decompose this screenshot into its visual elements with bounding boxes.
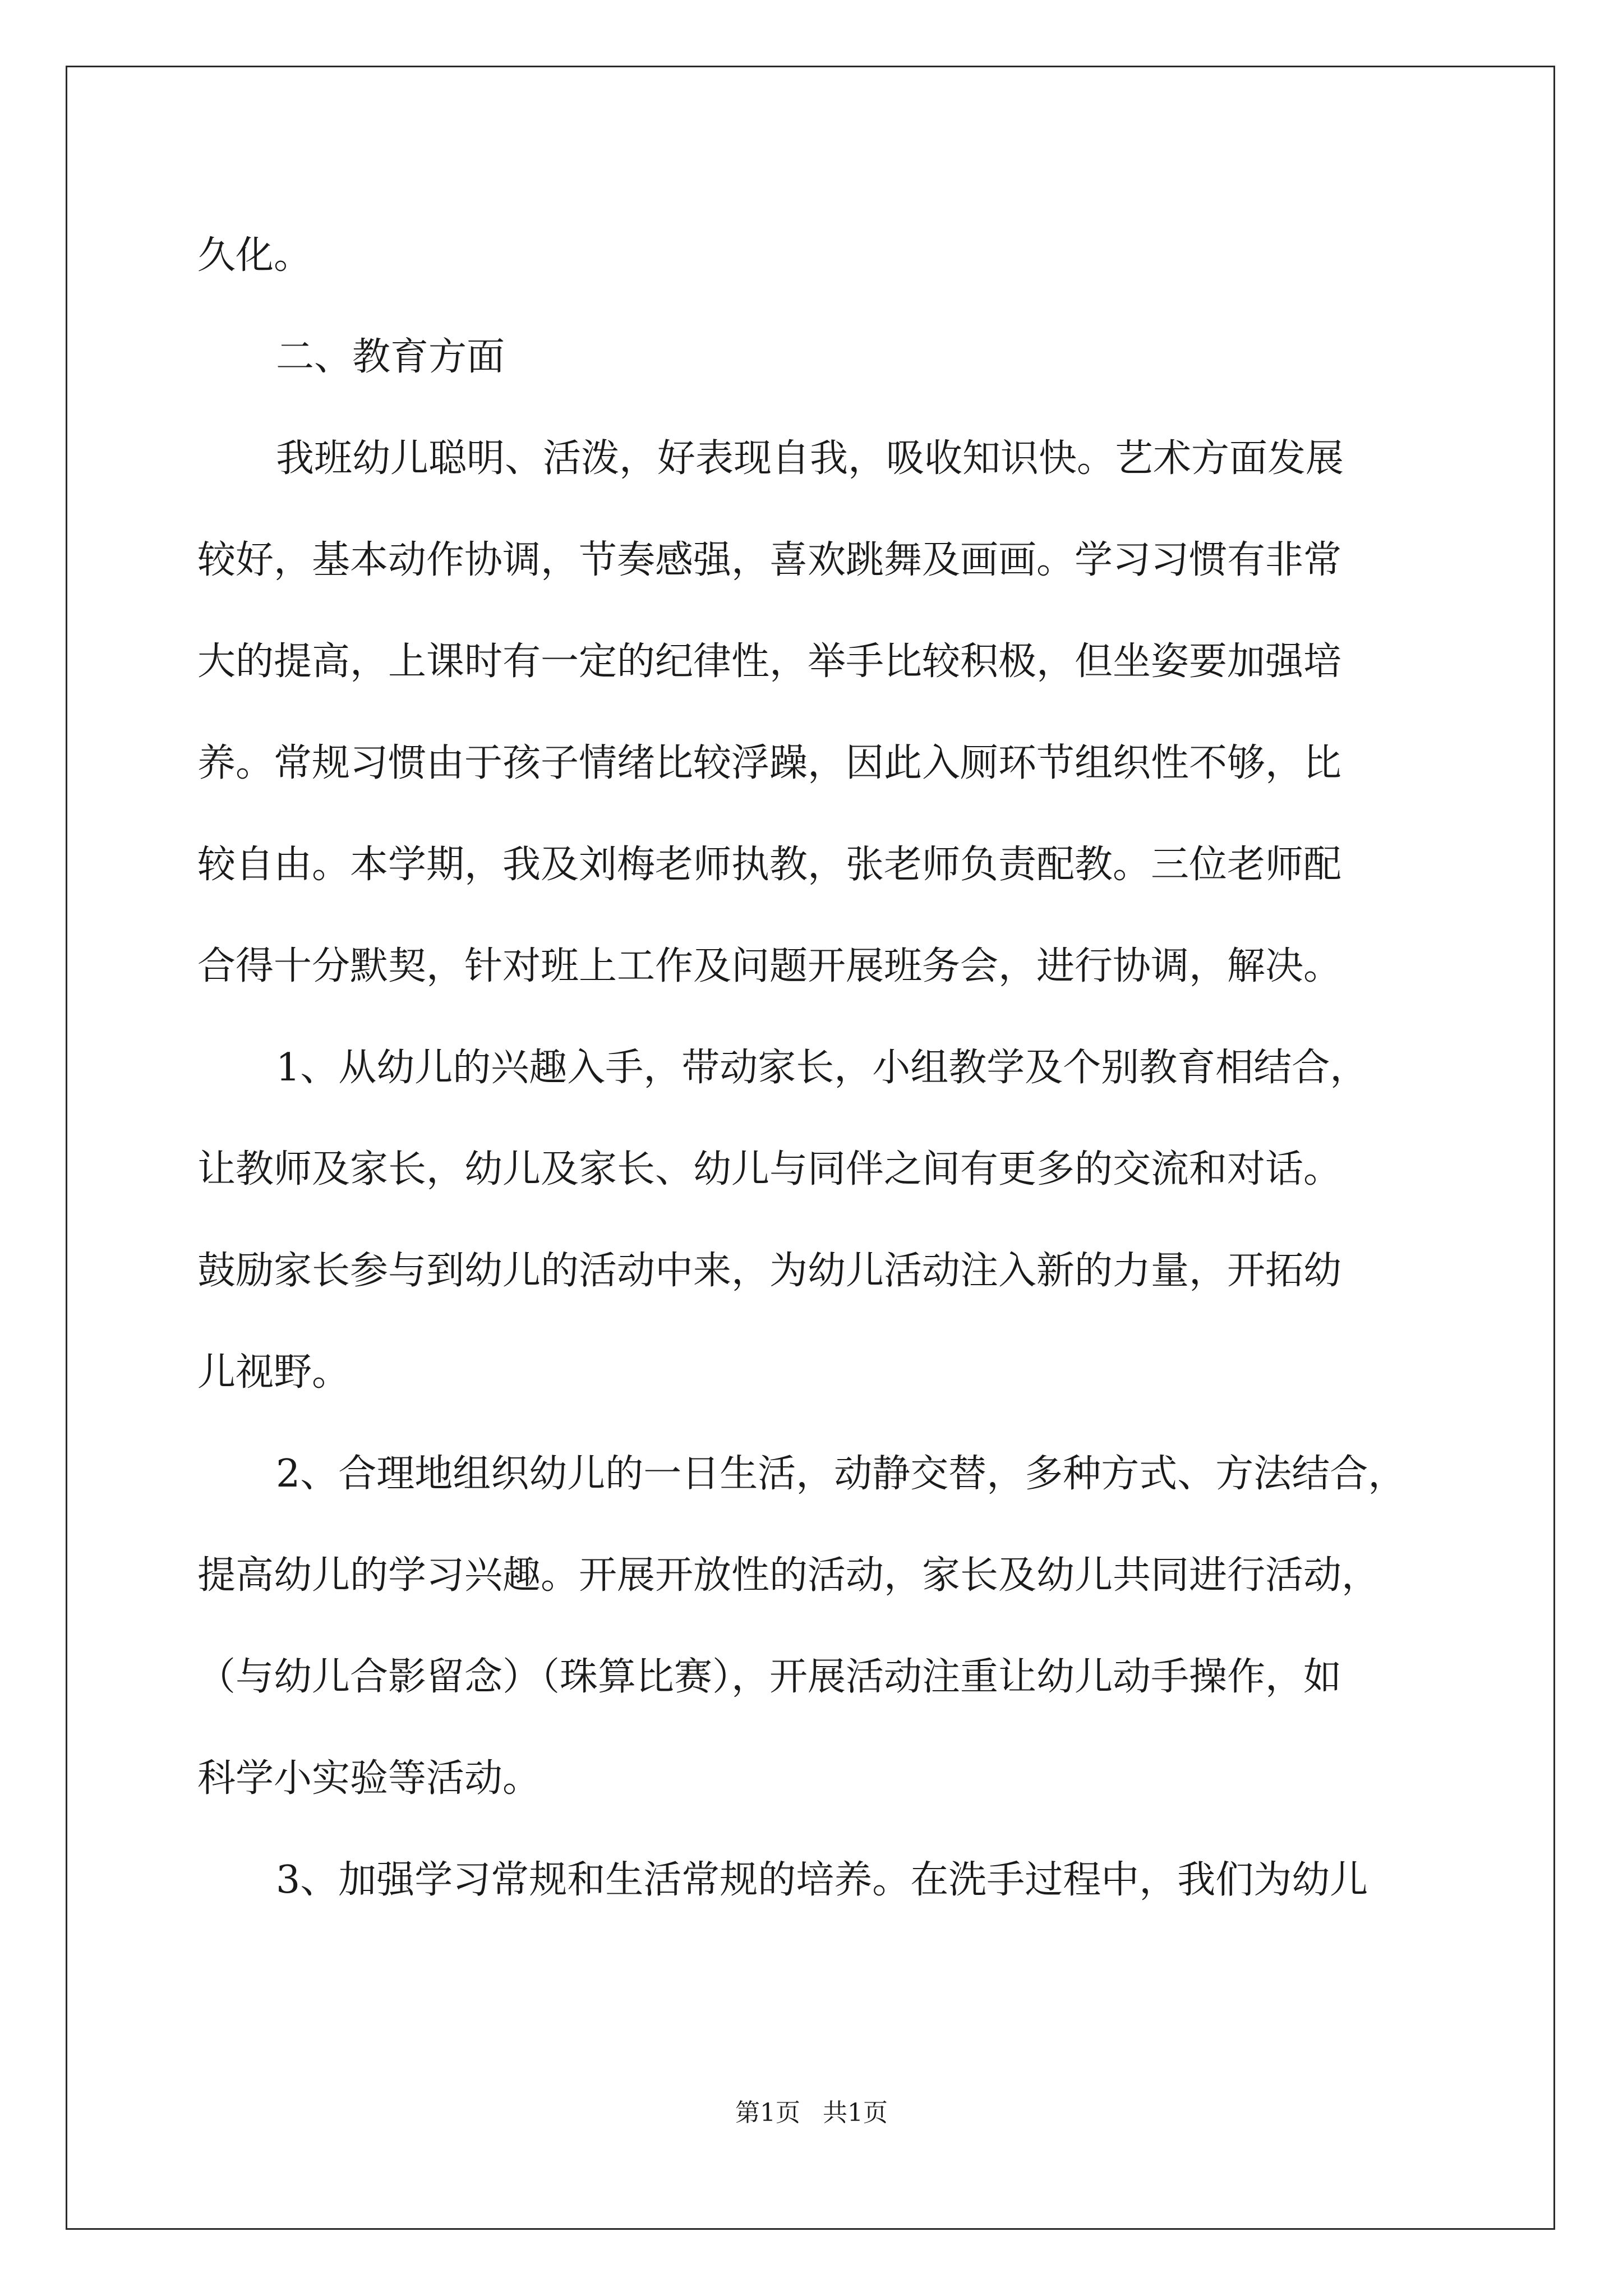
- text-line-8: 合得十分默契，针对班上工作及问题开展班务会，进行协调，解决。: [197, 944, 1342, 988]
- section-heading: 二、教育方面: [276, 335, 505, 379]
- document-body: [197, 205, 1490, 1931]
- text-line-6: 养。常规习惯由于孩子情绪比较浮躁，因此入厕环节组织性不够，比: [197, 741, 1342, 785]
- text-line-11: 鼓励家长参与到幼儿的活动中来，为幼儿活动注入新的力量，开拓幼: [197, 1249, 1342, 1293]
- text-line-12: 儿视野。: [197, 1350, 351, 1395]
- text-line-17: 3、加强学习常规和生活常规的培养。在洗手过程中，我们为幼儿: [276, 1858, 1368, 1902]
- page-number-current: 第1页: [735, 2099, 800, 2127]
- text-line-13: 2、合理地组织幼儿的一日生活，动静交替，多种方式、方法结合，: [276, 1452, 1407, 1496]
- page-number-total: 共1页: [823, 2099, 888, 2127]
- text-line-9: 1、从幼儿的兴趣入手，带动家长，小组教学及个别教育相结合，: [276, 1046, 1368, 1090]
- text-line-16: 科学小实验等活动。: [197, 1756, 541, 1801]
- text-line-14: 提高幼儿的学习兴趣。开展开放性的活动，家长及幼儿共同进行活动，: [197, 1553, 1380, 1598]
- text-line-5: 大的提高，上课时有一定的纪律性，举手比较积极，但坐姿要加强培: [197, 639, 1342, 684]
- page-footer: [0, 2092, 1623, 2128]
- text-line-1: 久化。: [197, 233, 312, 278]
- text-line-4: 较好，基本动作协调，节奏感强，喜欢跳舞及画画。学习习惯有非常: [197, 538, 1342, 582]
- text-line-15: （与幼儿合影留念）（珠算比赛），开展活动注重让幼儿动手操作，如: [197, 1655, 1342, 1699]
- text-line-7: 较自由。本学期，我及刘梅老师执教，张老师负责配教。三位老师配: [197, 843, 1342, 887]
- text-line-3: 我班幼儿聪明、活泼，好表现自我，吸收知识快。艺术方面发展: [276, 436, 1344, 481]
- text-line-10: 让教师及家长，幼儿及家长、幼儿与同伴之间有更多的交流和对话。: [197, 1147, 1342, 1191]
